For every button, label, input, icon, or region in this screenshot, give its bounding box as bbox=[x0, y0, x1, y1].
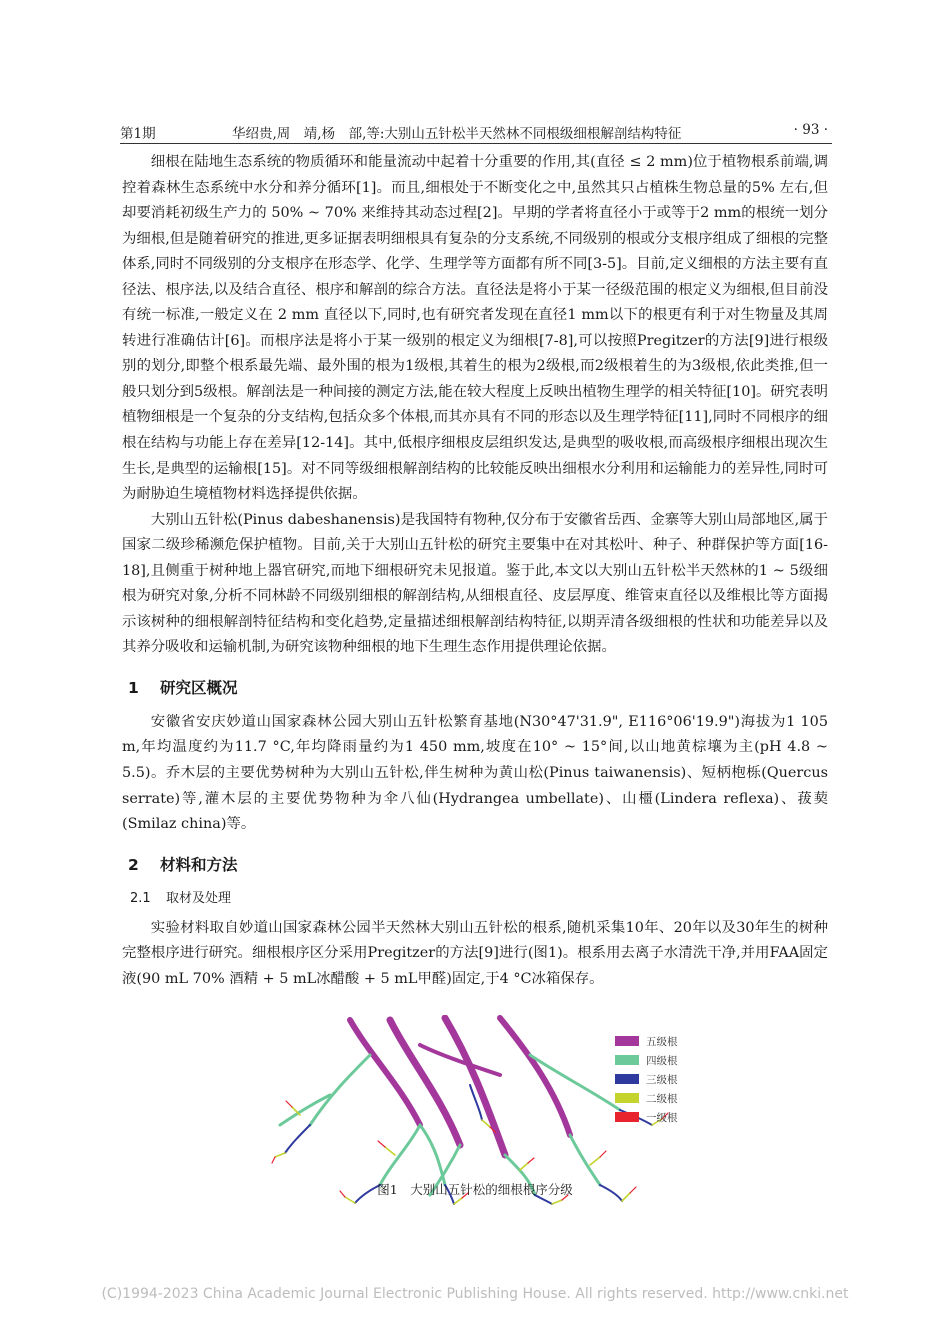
issue-label: 第1期 bbox=[120, 126, 156, 142]
legend-item bbox=[615, 1089, 695, 1107]
legend-label: 四级根 bbox=[646, 1054, 678, 1067]
subsection-heading-2-1 bbox=[130, 887, 828, 906]
legend-swatch bbox=[615, 1036, 639, 1046]
legend-label: 一级根 bbox=[646, 1111, 678, 1124]
copyright-footer: (C)1994-2023 China Academic Journal Electronic Publishing House. All rights reserved. http://www.cnki.net bbox=[101, 1286, 849, 1302]
order-5-roots bbox=[350, 1018, 570, 1155]
header-rule bbox=[120, 143, 832, 144]
section-heading-1 bbox=[128, 676, 828, 698]
legend-item bbox=[615, 1108, 695, 1126]
page-number: · 93 · bbox=[793, 122, 828, 138]
paragraph-study-area: 安徽省安庆妙道山国家森林公园大别山五针松繁育基地(N30°47'31.9", E116°06'19.9")海拔为1 105 m,年均温度约为11.7 °C,年均降雨量约为1 450 mm,坡度在10° ~ 15°间,以山地黄棕壤为主(pH 4.8 ~ 5.5)。乔木层的主要优势树种为大别山五针松,伴生树种为黄山松(Pinus taiwanensis)、短柄枹栎(Quercus serrate)等,灌木层的主要优势物种为伞八仙(Hydrangea umbellate)、山橿(Lindera reflexa)、菝葜(Smilaz china)等。 bbox=[122, 713, 828, 833]
legend-item bbox=[615, 1070, 695, 1088]
article-body bbox=[122, 150, 828, 992]
subsection-title: 取材及处理 bbox=[166, 890, 232, 906]
section-number: 1 bbox=[128, 678, 139, 697]
subsection-number: 2.1 bbox=[130, 890, 151, 906]
legend-swatch bbox=[615, 1074, 639, 1084]
figure-caption: 图1 大别山五针松的细根根序分级 bbox=[377, 1182, 573, 1197]
legend-label: 二级根 bbox=[646, 1092, 678, 1105]
legend-swatch bbox=[615, 1093, 639, 1103]
legend-label: 三级根 bbox=[646, 1073, 678, 1086]
running-header bbox=[120, 120, 832, 142]
section-title: 材料和方法 bbox=[160, 855, 238, 874]
running-title: 华绍贵,周 靖,杨 部,等:大别山五针松半天然林不同根级细根解剖结构特征 bbox=[232, 126, 682, 142]
section-number: 2 bbox=[128, 855, 139, 874]
legend-swatch bbox=[615, 1055, 639, 1065]
root-order-legend bbox=[615, 1032, 695, 1127]
legend-item bbox=[615, 1051, 695, 1069]
legend-label: 五级根 bbox=[646, 1035, 678, 1048]
legend-swatch bbox=[615, 1112, 639, 1122]
legend-item bbox=[615, 1032, 695, 1050]
paragraph-intro-1: 细根在陆地生态系统的物质循环和能量流动中起着十分重要的作用,其(直径 ≤ 2 mm)位于植物根系前端,调控着森林生态系统中水分和养分循环[1]。而且,细根处于不断变化之中,虽然其只占植株生物总量的5% 左右,但却要消耗初级生产力的 50% ~ 70% 来维持其动态过程[2]。早期的学者将直径小于或等于2 mm的根统一划分为细根,但是随着研究的推进,更多证据表明细根具有复杂的分支系统,不同级别的根或分支根序组成了细根的完整体系,同时不同级别的分支根序在形态学、化学、生理学等方面都有所不同[3-5]。目前,定义细根的方法主要有直径法、根序法,以及结合直径、根序和解剖的综合方法。直径法是将小于某一径级范围的根定义为细根,但目前没有统一标准,一般定义在 2 mm 直径以下,同时,也有研究者发现在直径1 mm以下的根更有利于对生物量及其周转进行准确估计[6]。而根序法是将小于某一级别的根定义为细根[7-8],可以按照Pregitzer的方法[9]进行根级别的划分,即整个根系最先端、最外围的根为1级根,其着生的根为2级根,而2级根着生的为3级根,依此类推,但一般只划分到5级根。解剖法是一种间接的测定方法,能在较大程度上反映出植物生理学的相关特征[10]。研究表明植物细根是一个复杂的分支结构,包括众多个体根,而其亦具有不同的形态以及生理学特征[11],同时不同根序的细根在结构与功能上存在差异[12-14]。其中,低根序细根皮层组织发达,是典型的吸收根,而高级根序细根出现次生生长,是典型的运输根[15]。对不同等级细根解剖结构的比较能反映出细根水分利用和运输能力的差异性,同时可为耐胁迫生境植物材料选择提供依据。 bbox=[122, 154, 828, 503]
section-heading-2 bbox=[128, 853, 828, 875]
paragraph-materials: 实验材料取自妙道山国家森林公园半天然林大别山五针松的根系,随机采集10年、20年以及30年生的树种完整根序进行研究。细根根序区分采用Pregitzer的方法[9]进行(图1)。根系用去离子水清洗干净,并用FAA固定液(90 mL 70% 酒精 + 5 mL冰醋酸 + 5 mL甲醛)固定,于4 °C冰箱保存。 bbox=[122, 919, 828, 987]
section-title: 研究区概况 bbox=[160, 678, 238, 697]
paragraph-intro-2: 大别山五针松(Pinus dabeshanensis)是我国特有物种,仅分布于安徽省岳西、金寨等大别山局部地区,属于国家二级珍稀濒危保护植物。目前,关于大别山五针松的研究主要集中在对其松叶、种子、种群保护等方面[16-18],且侧重于树种地上器官研究,而地下细根研究未见报道。鉴于此,本文以大别山五针松半天然林的1 ~ 5级细根为研究对象,分析不同林龄不同级别细根的解剖结构,从细根直径、皮层厚度、维管束直径以及维根比等方面揭示该树种的细根解剖特征结构和变化趋势,定量描述细根解剖结构特征,以期弄清各级细根的性状和功能差异以及其养分吸收和运输机制,为研究该物种细根的地下生理生态作用提供理论依据。 bbox=[122, 511, 828, 656]
